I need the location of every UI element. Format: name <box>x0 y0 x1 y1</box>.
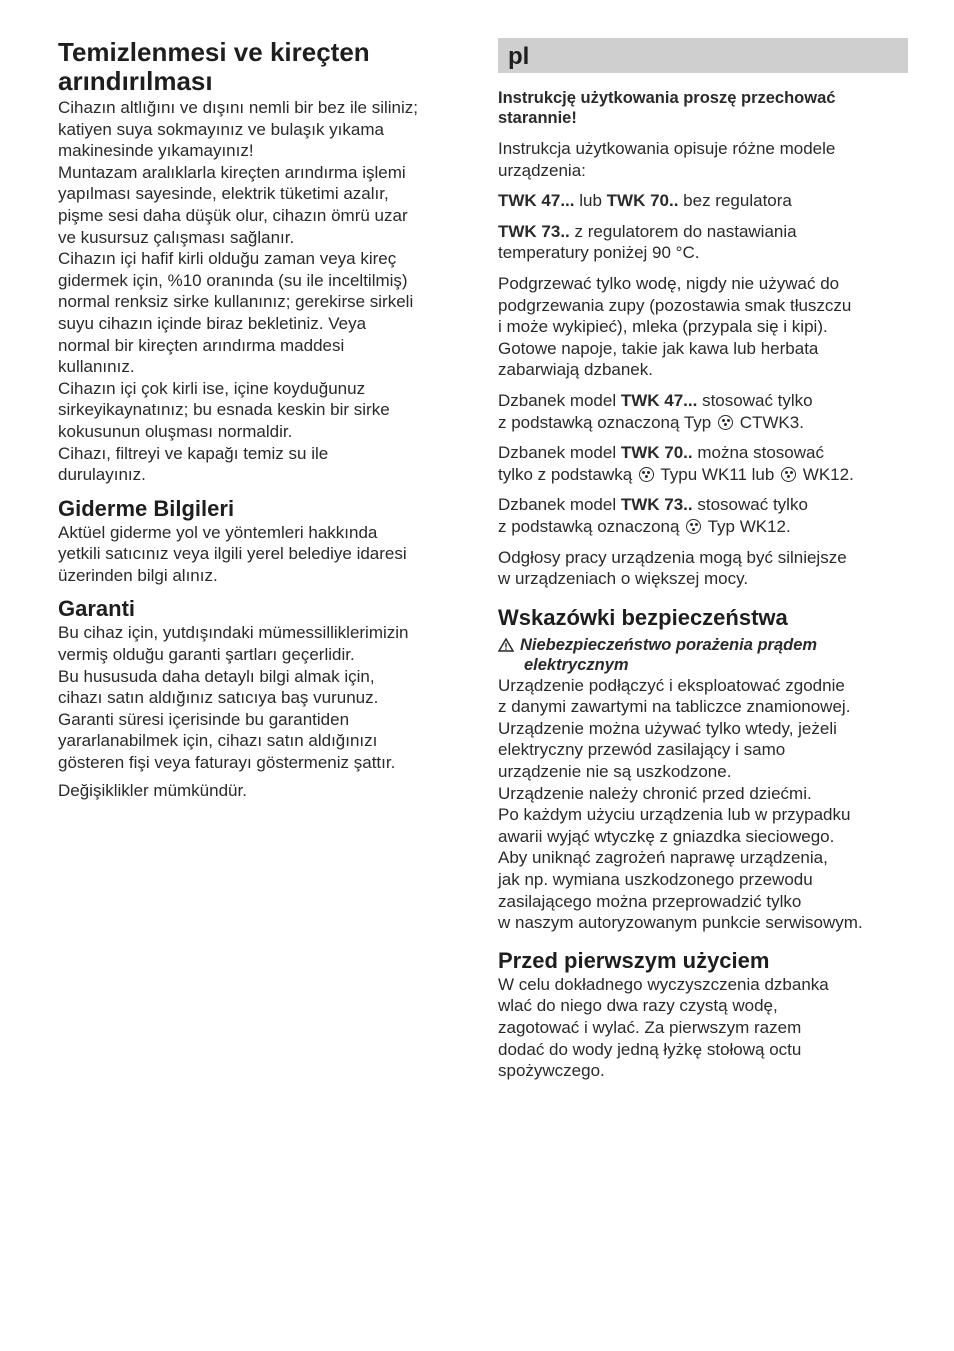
cleaning-title: Temizlenmesi ve kireçten arındırılması <box>58 37 370 96</box>
disposal-body: Aktüel giderme yol ve yöntemleri hakkında yetkili satıcınız veya ilgili yerel belediye idaresi üzerinden bilgi alınız. <box>58 522 407 585</box>
base-plug-icon <box>686 519 701 534</box>
noise-note: Odgłosy pracy urządzenia mogą być silniejsze w urządzeniach o większej mocy. <box>498 547 847 589</box>
safety-body: Urządzenie podłączyć i eksploatować zgodnie z danymi zawartymi na tabliczce znamionowej. Urządzenie można używać tylko wtedy, jeżeli elektryczny przewód zasilający i samo urządzenie nie są uszkodzone. Urządzenie należy chronić przed dziećmi. Po każdym użyciu urządzenia lub w przypadku awarii wyjąć wtyczkę z gniazdka sieciowego. Aby uniknąć zagrożeń naprawę urządzenia, jak np. wymiana uszkodzonego przewodu zasilającego można przeprowadzić tylko w naszym autoryzowanym punkcie serwisowym. <box>498 675 863 933</box>
jug-twk73-note: Dzbanek model TWK 73.. stosować tylko z podstawką oznaczoną Typ WK12. <box>498 495 808 536</box>
left-column <box>58 38 470 801</box>
language-header: pl <box>498 38 908 73</box>
jug-twk70-note: Dzbanek model TWK 70.. można stosować tylko z podstawką Typu WK11 lub WK12. <box>498 443 854 484</box>
first-use-title: Przed pierwszym użyciem <box>498 947 770 973</box>
jug-twk47-note: Dzbanek model TWK 47... stosować tylko z podstawką oznaczoną Typ CTWK3. <box>498 390 813 432</box>
first-use-body: W celu dokładnego wyczyszczenia dzbanka wlać do niego dwa razy czystą wodę, zagotować i wylać. Za pierwszym razem dodać do wody jedną łyżkę stołową octu spożywczego. <box>498 974 829 1081</box>
cleaning-body: Cihazın altlığını ve dışını nemli bir bez ile siliniz; katiyen suya sokmayınız ve bulaşık yıkama makinesinde yıkamayınız! Muntazam aralıklarla kireçten arındırma işlemi yapılması sayesinde, elektrik tüketimi azalır, pişme sesi daha düşük olur, cihazın ömrü uzar ve kusursuz çalışması sağlanır. Cihazın içi hafif kirli olduğu zaman veya kireç gidermek için, %10 oranında (su ile inceltilmiş) normal renksiz sirke kullanınız; gerekirse sirkeli suyu cihazın içinde biraz bekletiniz. Veya normal bir kireçten arındırma maddesi kullanınız. Cihazın içi çok kirli ise, içine koyduğunuz sirkeyikaynatınız; bu esnada keskin bir sirke kokusunun oluşması normaldir. Cihazı, filtreyi ve kapağı temiz su ile durulayınız. <box>58 98 418 485</box>
model-line-1: TWK 47... lub TWK 70.. bez regulatora <box>498 191 792 211</box>
keep-instructions-note: Instrukcję użytkowania proszę przechować starannie! <box>498 89 836 127</box>
warranty-title: Garanti <box>58 596 136 622</box>
safety-title: Wskazówki bezpieczeństwa <box>498 604 788 630</box>
base-plug-icon <box>639 467 654 482</box>
models-intro: Instrukcja użytkowania opisuje różne modele urządzenia: <box>498 139 836 180</box>
electric-shock-warning: Niebezpieczeństwo porażenia prądem elektrycznym <box>498 635 908 675</box>
model-line-2: TWK 73.. z regulatorem do nastawiania temperatury poniżej 90 °C. <box>498 221 797 263</box>
changes-note: Değişiklikler mümkündür. <box>58 780 247 800</box>
disposal-title: Giderme Bilgileri <box>58 495 235 521</box>
base-plug-icon <box>718 415 733 430</box>
warning-triangle-icon <box>498 638 514 652</box>
right-column <box>498 38 908 1082</box>
water-only-note: Podgrzewać tylko wodę, nigdy nie używać do podgrzewania zupy (pozostawia smak tłuszczu i może wykipieć), mleka (przypala się i kipi). Gotowe napoje, takie jak kawa lub herbata zabarwiają dzbanek. <box>498 273 852 380</box>
warranty-body: Bu cihaz için, yutdışındaki mümessilliklerimizin vermiş olduğu garanti şartları geçerlidir. Bu hususuda daha detaylı bilgi almak için, cihazı satın aldığınız satıcıya baş vurunuz. Garanti süresi içerisinde bu garantiden yararlanabilmek için, cihazı satın aldığınızı gösteren fişi veya faturayı göstermeniz şattır. <box>58 623 409 773</box>
base-plug-icon <box>781 467 796 482</box>
